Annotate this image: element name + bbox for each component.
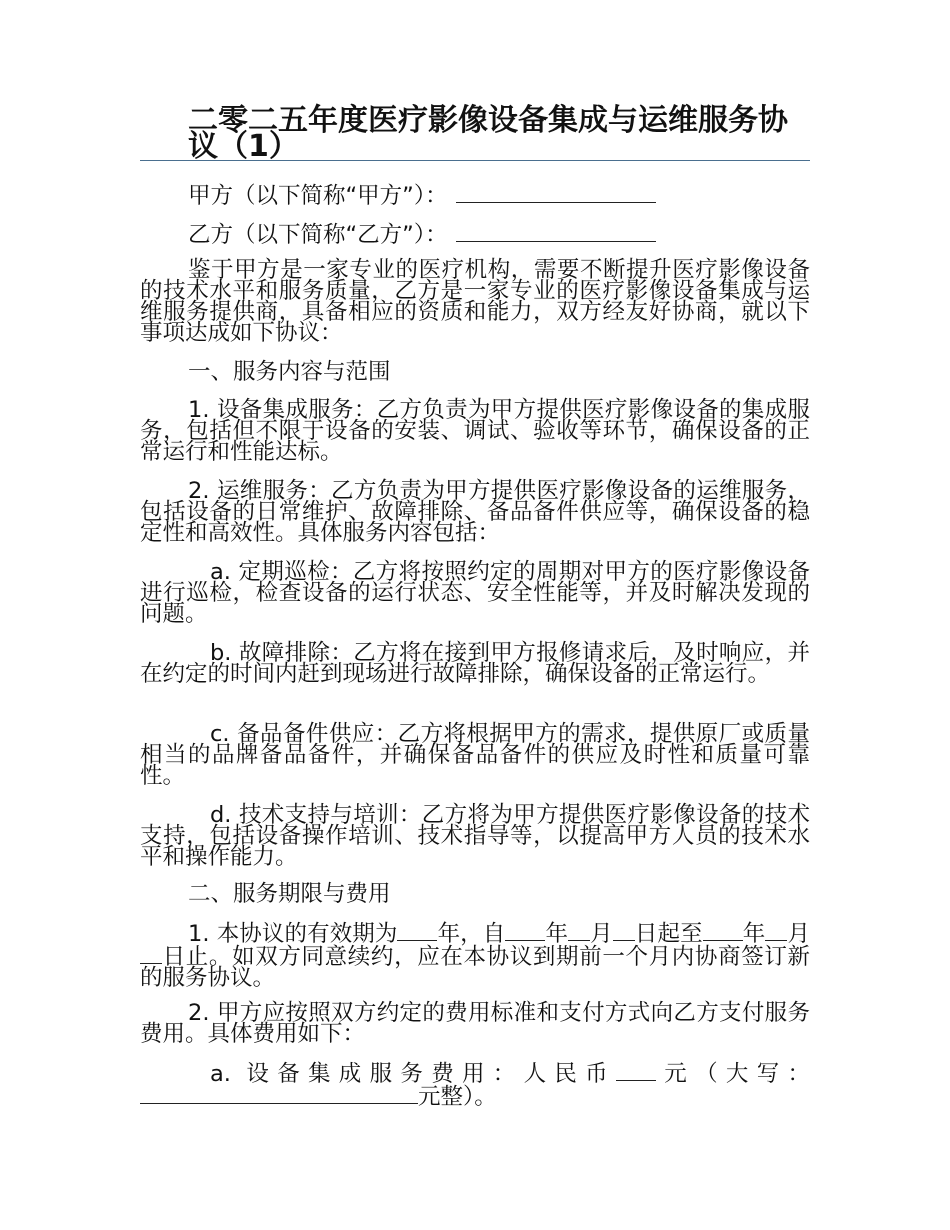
section-2-item-2: 2. 甲方应按照双方约定的费用标准和支付方式向乙方支付服务费用。具体费用如下： [140, 1000, 810, 1047]
party-a-label: 甲方（以下简称“甲方”）： [188, 183, 448, 209]
title-underline [140, 160, 810, 161]
section-1-item-1: 1. 设备集成服务：乙方负责为甲方提供医疗影像设备的集成服务，包括但不限于设备的安装、调试、验收等环节，确保设备的正常运行和性能达标。 [140, 397, 810, 465]
section-2-heading: 二、服务期限与费用 [188, 881, 391, 907]
document-title: 二零二五年度医疗影像设备集成与运维服务协议（1） [188, 103, 788, 164]
term-text-3: 年 [545, 921, 569, 947]
term-text-4: 月 [590, 921, 613, 947]
section-1-sub-b: b. 故障排除：乙方将在接到甲方报修请求后，及时响应，并在约定的时间内赶到现场进行故障排除，确保设备的正常运行。 [140, 640, 810, 687]
section-2-item-1 [140, 922, 810, 989]
fee-text-2: 元（大写： [656, 1061, 810, 1087]
party-b-label: 乙方（以下简称“乙方”）： [188, 222, 448, 248]
end-month-blank [765, 922, 787, 941]
section-1-item-2: 2. 运维服务：乙方负责为甲方提供医疗影像设备的运维服务，包括设备的日常维护、故障排除、备品备件供应等，确保设备的稳定性和高效性。具体服务内容包括： [140, 478, 810, 546]
party-b-line [140, 223, 810, 246]
fee-text-1: a. 设备集成服务费用：人民币 [210, 1061, 616, 1087]
term-text-2: 年，自 [437, 921, 506, 947]
start-year-blank [505, 922, 545, 941]
fee-text-3: 元整）。 [418, 1084, 497, 1110]
section-1-heading: 一、服务内容与范围 [188, 359, 391, 385]
term-years-blank [397, 922, 437, 941]
preamble-paragraph: 鉴于甲方是一家专业的医疗机构，需要不断提升医疗影像设备的技术水平和服务质量，乙方是一家专业的医疗影像设备集成与运维服务提供商，具备相应的资质和能力，双方经友好协商，就以下事项达成如下协议： [140, 257, 810, 346]
term-text-1: 1. 本协议的有效期为 [188, 921, 398, 947]
term-text-6: 年 [742, 921, 766, 947]
end-day-blank [140, 945, 162, 964]
term-text-5: 日起至 [634, 921, 703, 947]
party-b-blank [456, 223, 656, 242]
start-day-blank [613, 922, 635, 941]
start-month-blank [568, 922, 590, 941]
end-year-blank [703, 922, 743, 941]
fee-amount-blank [616, 1062, 656, 1081]
section-1-sub-a: a. 定期巡检：乙方将按照约定的周期对甲方的医疗影像设备进行巡检，检查设备的运行状态、安全性能等，并及时解决发现的问题。 [140, 559, 810, 627]
section-1-sub-d: d. 技术支持与培训：乙方将为甲方提供医疗影像设备的技术支持，包括设备操作培训、技术指导等，以提高甲方人员的技术水平和操作能力。 [140, 802, 810, 870]
section-2-sub-a [140, 1062, 810, 1108]
party-a-blank [456, 184, 656, 203]
fee-capital-blank [140, 1085, 418, 1104]
party-a-line [140, 184, 810, 207]
term-text-8: 日止。如双方同意续约，应在本协议到期前一个月内协商签订新的服务协议。 [140, 944, 810, 991]
term-text-7: 月 [787, 921, 810, 947]
section-1-sub-c: c. 备品备件供应：乙方将根据甲方的需求，提供原厂或质量相当的品牌备品备件，并确保备品备件的供应及时性和质量可靠性。 [140, 721, 810, 789]
